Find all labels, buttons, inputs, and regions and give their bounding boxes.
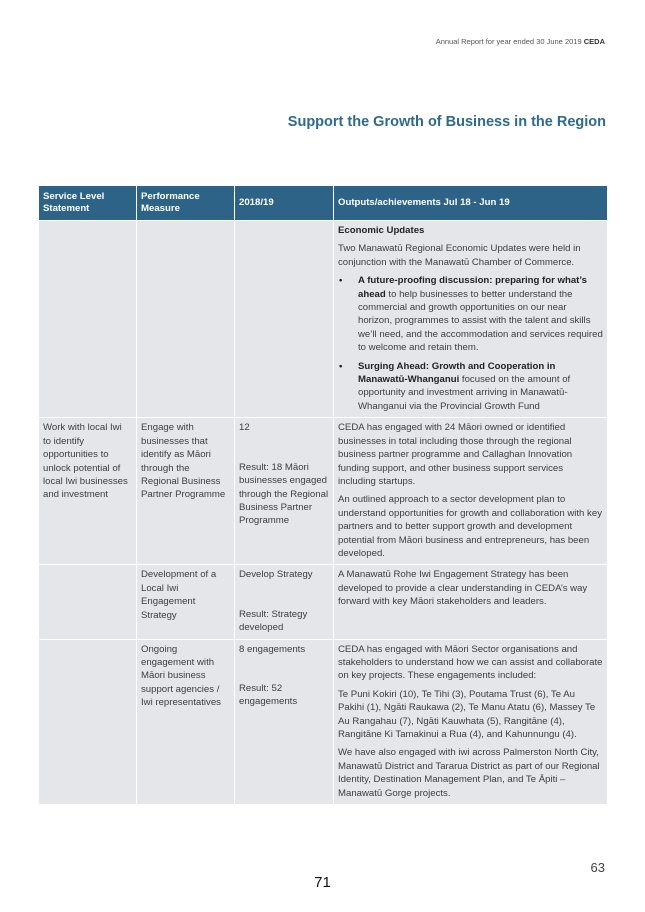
economic-updates-intro: Two Manawatū Regional Economic Updates were held in conjunction with the Manawatū Chamber of Commerce. xyxy=(338,243,581,268)
cell-outputs-economic-updates xyxy=(334,221,608,418)
performance-table xyxy=(38,185,608,805)
cell-service-level: Work with local Iwi to identify opportunities to unlock potential of local Iwi businesses and investment xyxy=(39,418,137,565)
target-value: 8 engagements xyxy=(239,643,306,655)
target-value: 12 xyxy=(239,422,250,434)
bullet-marker: • xyxy=(339,275,343,287)
result-value: Result: 18 Māori businesses engaged through the Regional Business Partner Programme xyxy=(239,461,329,527)
cell-outputs xyxy=(334,565,608,639)
col-header-outputs: Outputs/achievements Jul 18 - Jun 19 xyxy=(334,186,608,221)
output-paragraph: CEDA has engaged with Māori Sector organisations and stakeholders to understand how we can assist and collaborate on key projects. These engagements included: xyxy=(338,643,603,682)
economic-updates-heading: Economic Updates xyxy=(338,225,425,236)
result-value: Result: Strategy developed xyxy=(239,608,308,634)
cell-performance-measure: Development of a Local Iwi Engagement Strategy xyxy=(137,565,235,639)
table-row xyxy=(39,221,608,418)
col-header-performance-measure: Performance Measure xyxy=(137,186,235,221)
pdf-page-number: 71 xyxy=(314,874,331,891)
result-value: Result: 52 engagements xyxy=(239,682,298,708)
table-row xyxy=(39,418,608,565)
bullet-text: to help businesses to better understand the commercial and growth opportunities on our near horizon, programmes to assist with the talent and skills we’ll need, and the accommodation and services required to welcome and retain them. xyxy=(358,288,603,354)
bullet-marker: • xyxy=(339,360,343,372)
cell-target-result xyxy=(235,639,334,804)
output-paragraph: We have also engaged with iwi across Palmerston North City, Manawatū District and Tararua District as part of our Regional Identity, Destination Management Plan, and Te Āpiti – Manawatū Gorge projects. xyxy=(338,747,600,799)
printed-page-number: 63 xyxy=(590,860,605,875)
col-header-service-level: Service Level Statement xyxy=(39,186,137,221)
cell-target-result xyxy=(235,565,334,639)
cell-performance-measure: Engage with businesses that identify as Māori through the Regional Business Partner Programme xyxy=(137,418,235,565)
output-paragraph: An outlined approach to a sector development plan to understand opportunities for growth and collaboration with key partners and to better support growth and development potential from Māori business and entrepreneurs, has been developed. xyxy=(338,494,602,559)
running-header-org: CEDA xyxy=(583,37,605,46)
list-item xyxy=(338,274,603,354)
cell-empty xyxy=(235,221,334,418)
cell-target-result xyxy=(235,418,334,565)
cell-outputs xyxy=(334,418,608,565)
economic-updates-list xyxy=(338,274,603,413)
output-paragraph: CEDA has engaged with 24 Māori owned or identified businesses in total including those through the regional business partner programme and Callaghan Innovation funding support, and other business support services including startups. xyxy=(338,422,573,487)
bullet-text: focused on the amount of opportunity and investment arriving in Manawatū-Whanganui via the Provincial Growth Fund xyxy=(358,374,571,412)
target-value: Develop Strategy xyxy=(239,569,313,581)
cell-empty xyxy=(39,221,137,418)
table-row xyxy=(39,639,608,804)
page-title: Support the Growth of Business in the Region xyxy=(287,114,606,130)
running-header xyxy=(436,37,605,46)
col-header-year: 2018/19 xyxy=(235,186,334,221)
output-paragraph: A Manawatū Rohe Iwi Engagement Strategy has been developed to provide a clear understanding in CEDA’s way forward with key Māori stakeholders and leaders. xyxy=(338,569,588,608)
cell-empty xyxy=(39,565,137,639)
table-header-row xyxy=(39,186,608,221)
bullet-title: A future-proofing discussion: preparing for what’s ahead xyxy=(358,275,588,300)
list-item xyxy=(338,360,603,414)
cell-outputs xyxy=(334,639,608,804)
cell-empty xyxy=(137,221,235,418)
running-header-text: Annual Report for year ended 30 June 2019 xyxy=(435,37,582,46)
output-paragraph: Te Puni Kokiri (10), Te Tihi (3), Poutama Trust (6), Te Au Pakihi (1), Ngāti Raukawa (2), Te Manu Atatu (6), Massey Te Au Rangahau (7), Ngāti Kauwhata (5), Rangitāne (4), Rangitāne Ki Tamakinui a Rua (4), and Kahunnungu (4). xyxy=(338,688,596,740)
cell-performance-measure: Ongoing engagement with Māori business support agencies / Iwi representatives xyxy=(137,639,235,804)
table-row xyxy=(39,565,608,639)
bullet-title: Surging Ahead: Growth and Cooperation in Manawatū-Whanganui xyxy=(358,360,556,386)
cell-empty xyxy=(39,639,137,804)
